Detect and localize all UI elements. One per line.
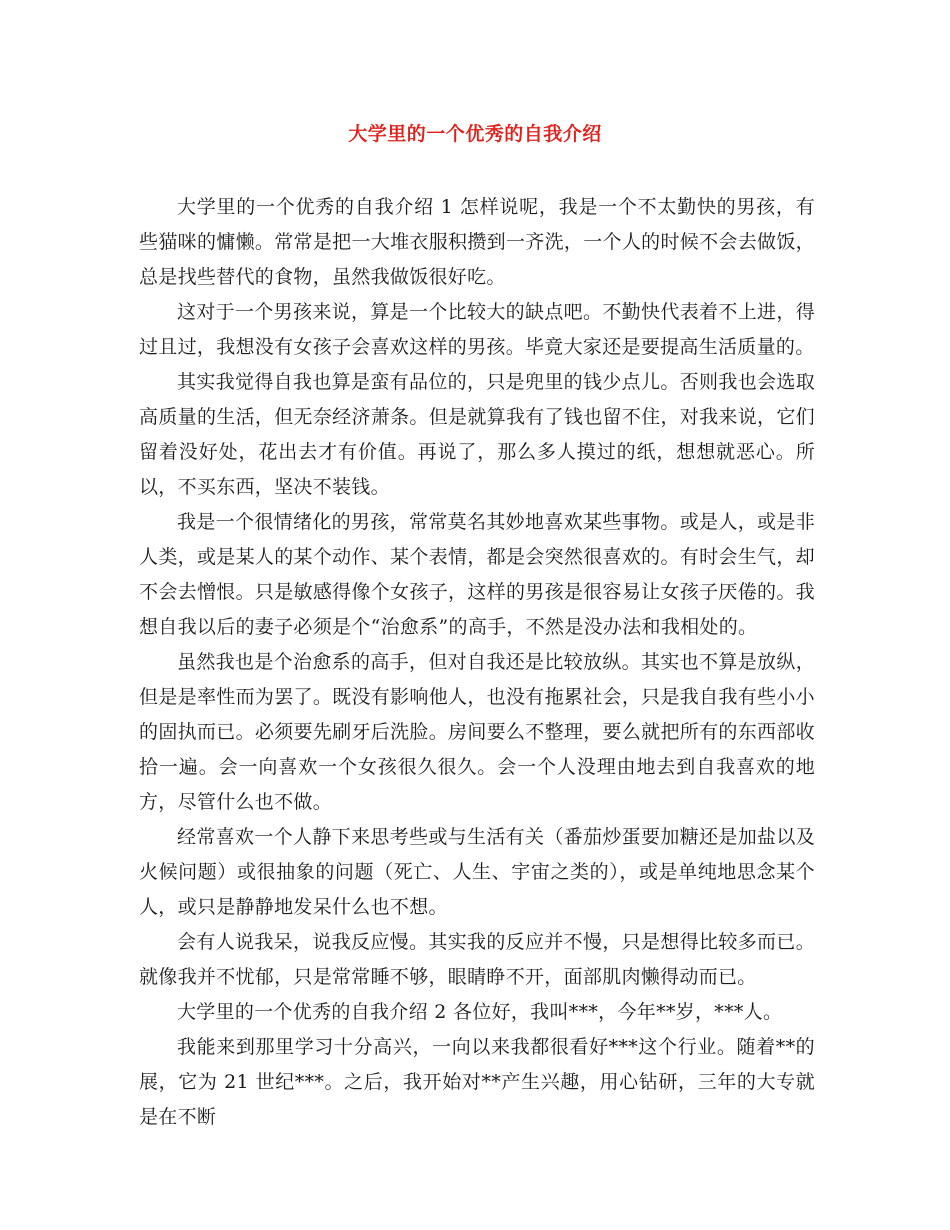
paragraph: 大学里的一个优秀的自我介绍 1 怎样说呢，我是一个不太勤快的男孩，有些猫咪的慵懒。常常是把一大堆衣服积攒到一齐洗，一个人的时候不会去做饭，总是找些替代的食物，虽然我做饭很好吃。 — [139, 196, 815, 288]
paragraph: 我是一个很情绪化的男孩，常常莫名其妙地喜欢某些事物。或是人，或是非人类，或是某人的某个动作、某个表情，都是会突然很喜欢的。有时会生气，却不会去憎恨。只是敏感得像个女孩子，这样的男孩是很容易让女孩子厌倦的。我想自我以后的妻子必须是个“治愈系”的高手，不然是没办法和我相处的。 — [139, 511, 815, 638]
paragraph: 这对于一个男孩来说，算是一个比较大的缺点吧。不勤快代表着不上进，得过且过，我想没有女孩子会喜欢这样的男孩。毕竟大家还是要提高生活质量的。 — [139, 301, 815, 358]
document-title: 大学里的一个优秀的自我介绍 — [348, 123, 602, 145]
paragraph: 会有人说我呆，说我反应慢。其实我的反应并不慢，只是想得比较多而已。就像我并不忧郁，只是常常睡不够，眼睛睁不开，面部肌肉懒得动而已。 — [139, 931, 815, 988]
document-body — [139, 190, 815, 1135]
paragraph: 大学里的一个优秀的自我介绍 2 各位好，我叫***，今年**岁，***人。 — [177, 1001, 783, 1023]
paragraph: 我能来到那里学习十分高兴，一向以来我都很看好***这个行业。随着**的展，它为 21 世纪***。之后，我开始对**产生兴趣，用心钻研，三年的大专就是在不断 — [139, 1036, 815, 1128]
paragraph: 虽然我也是个治愈系的高手，但对自我还是比较放纵。其实也不算是放纵，但是是率性而为罢了。既没有影响他人，也没有拖累社会，只是我自我有些小小的固执而已。必须要先刷牙后洗脸。房间要么不整理，要么就把所有的东西部收拾一遍。会一向喜欢一个女孩很久很久。会一个人没理由地去到自我喜欢的地方，尽管什么也不做。 — [139, 651, 815, 813]
paragraph: 经常喜欢一个人静下来思考些或与生活有关（番茄炒蛋要加糖还是加盐以及火候问题）或很抽象的问题（死亡、人生、宇宙之类的），或是单纯地思念某个人，或只是静静地发呆什么也不想。 — [139, 826, 815, 918]
paragraph: 其实我觉得自我也算是蛮有品位的，只是兜里的钱少点儿。否则我也会选取高质量的生活，但无奈经济萧条。但是就算我有了钱也留不住，对我来说，它们留着没好处，花出去才有价值。再说了，那么多人摸过的纸，想想就恶心。所以，不买东西，坚决不装钱。 — [139, 371, 815, 498]
